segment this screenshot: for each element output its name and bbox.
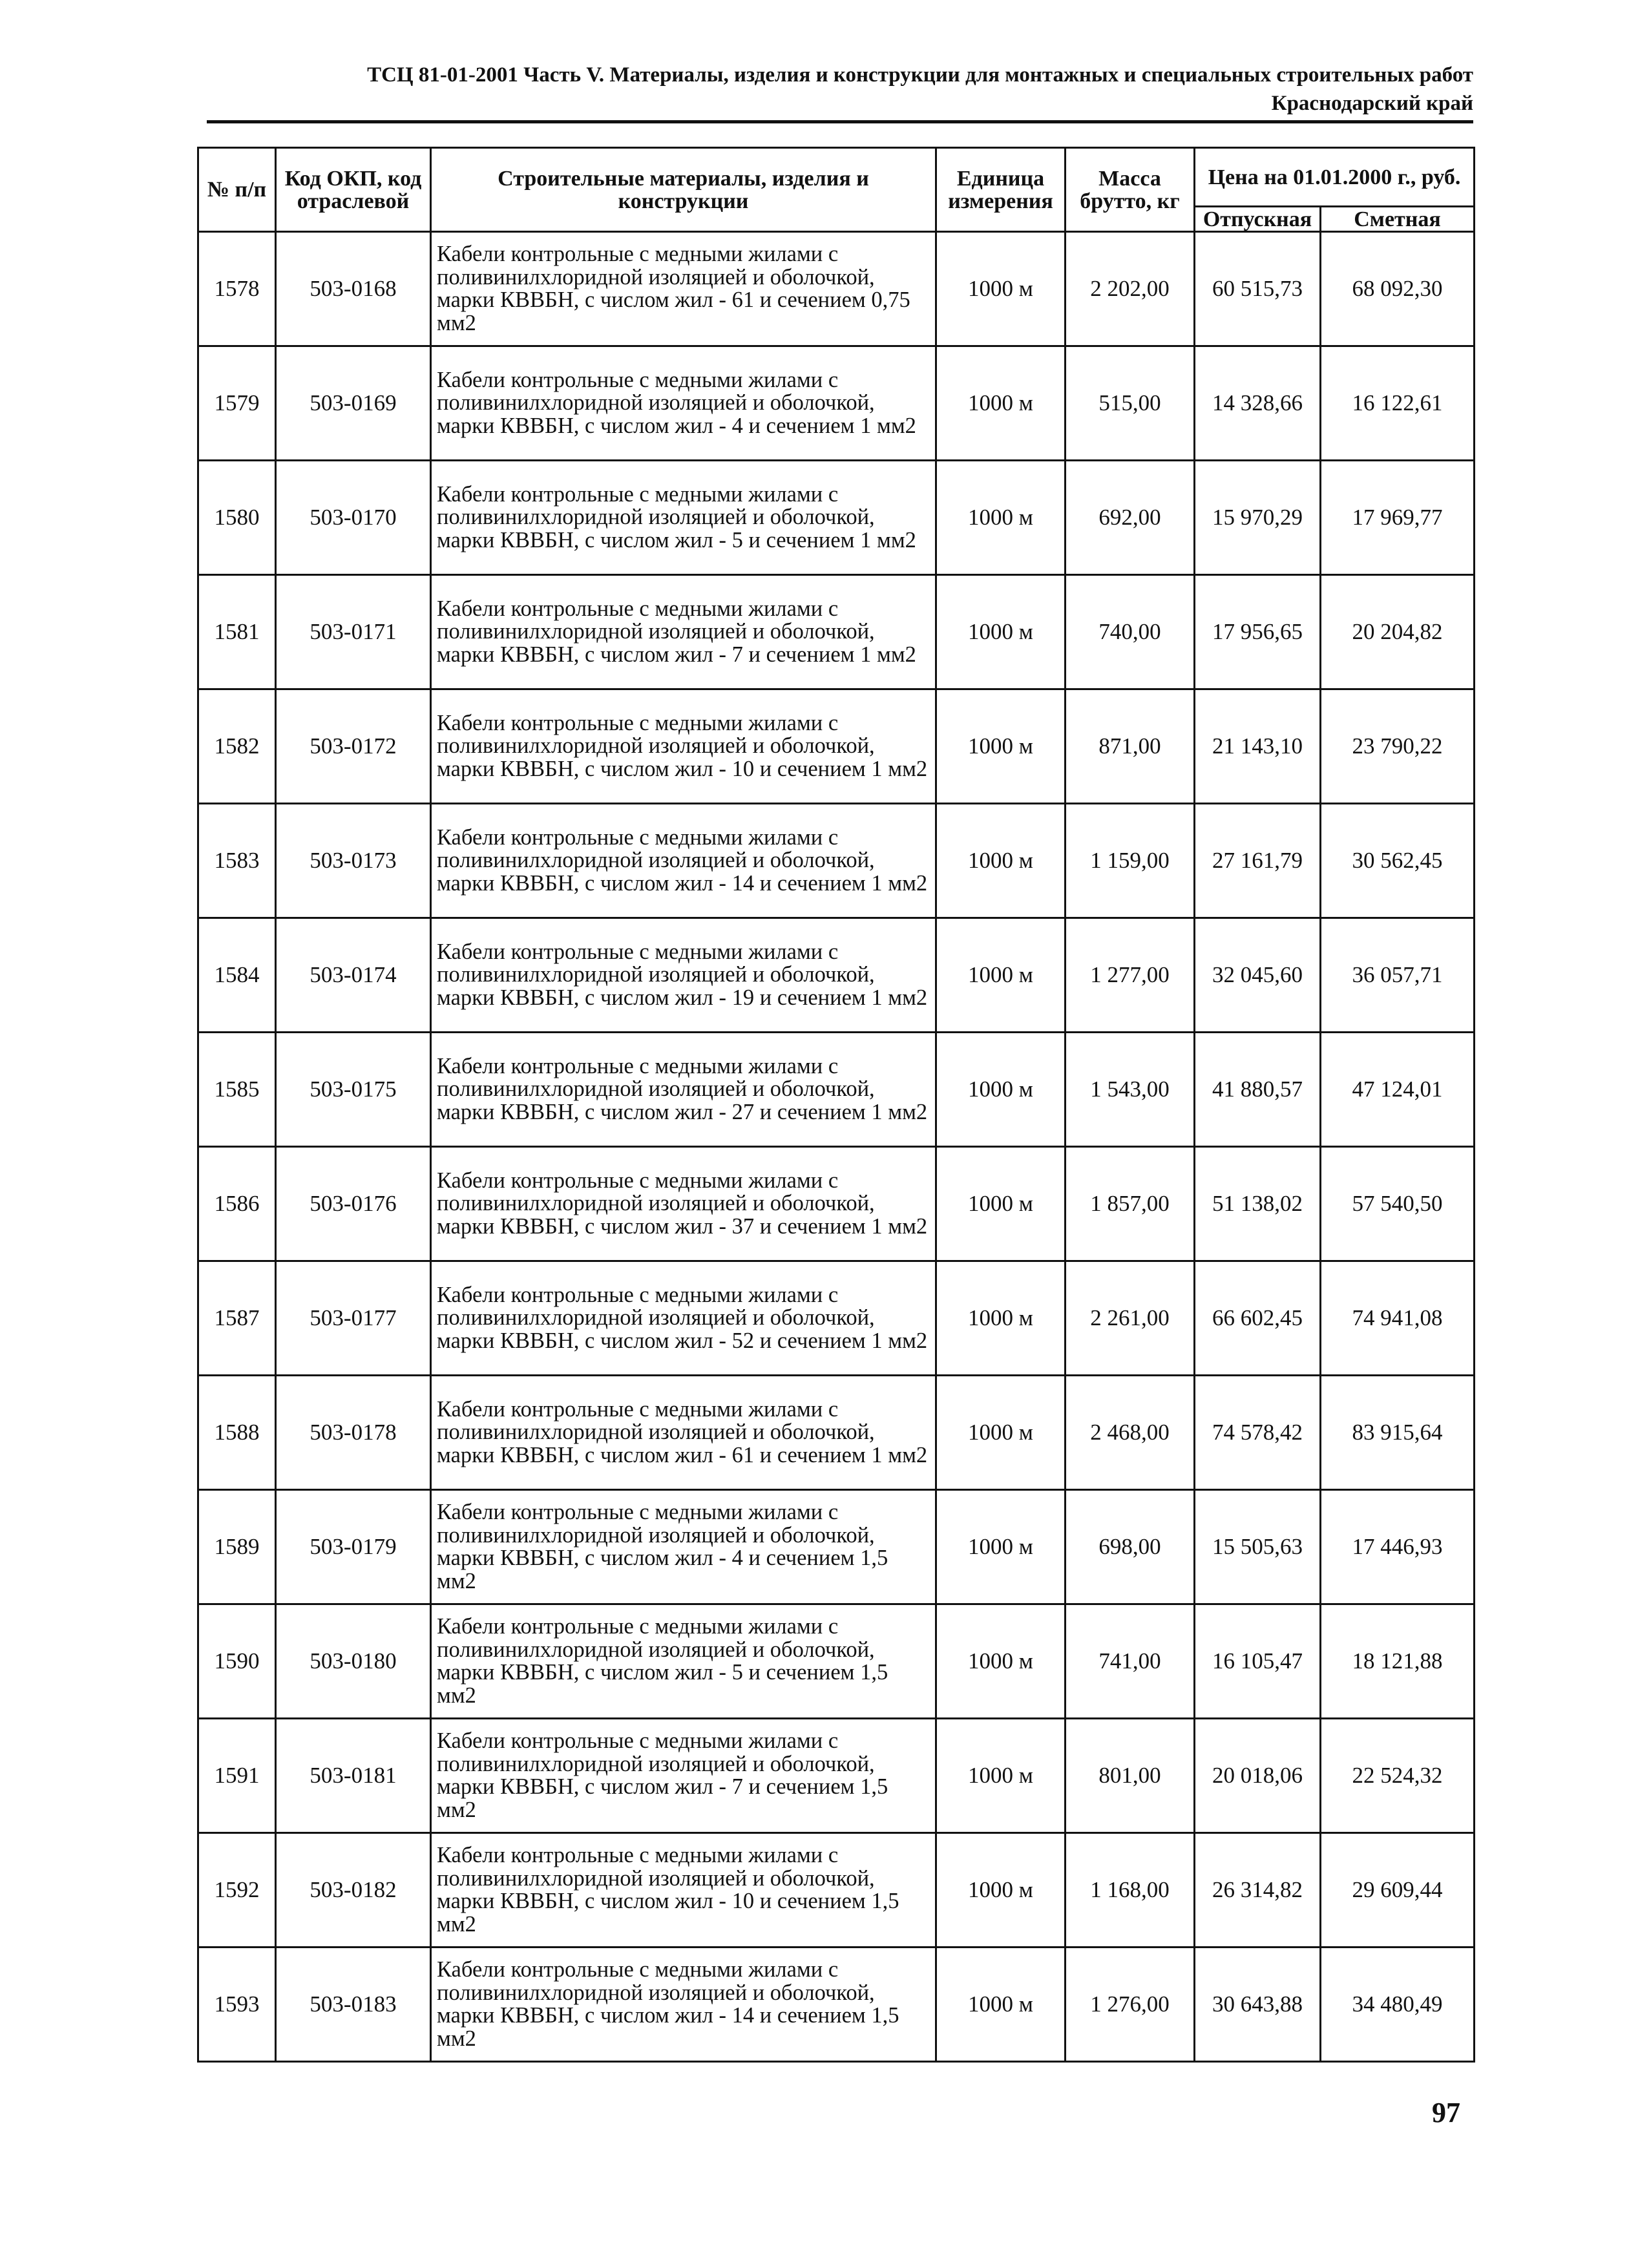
cell-code: 503-0177 <box>276 1261 431 1376</box>
column-header-unit: Единица измерения <box>936 148 1066 232</box>
cell-name: Кабели контрольные с медными жилами с поливинилхлоридной изоляцией и оболочкой, марки КВВБН, с числом жил - 61 и сечением 1 мм2 <box>431 1376 936 1490</box>
cell-price-release: 51 138,02 <box>1195 1147 1321 1261</box>
cell-name: Кабели контрольные с медными жилами с поливинилхлоридной изоляцией и оболочкой, марки КВВБН, с числом жил - 10 и сечением 1,5 мм2 <box>431 1833 936 1948</box>
cell-price-release: 74 578,42 <box>1195 1376 1321 1490</box>
cell-code: 503-0179 <box>276 1490 431 1604</box>
cell-code: 503-0169 <box>276 346 431 461</box>
cell-num: 1591 <box>198 1719 276 1833</box>
cell-unit: 1000 м <box>936 1261 1066 1376</box>
cell-code: 503-0178 <box>276 1376 431 1490</box>
cell-price-release: 14 328,66 <box>1195 346 1321 461</box>
cell-num: 1583 <box>198 804 276 918</box>
cell-unit: 1000 м <box>936 346 1066 461</box>
cell-num: 1582 <box>198 689 276 804</box>
cell-price-release: 41 880,57 <box>1195 1033 1321 1147</box>
cell-num: 1588 <box>198 1376 276 1490</box>
cell-name: Кабели контрольные с медными жилами с поливинилхлоридной изоляцией и оболочкой, марки КВВБН, с числом жил - 14 и сечением 1 мм2 <box>431 804 936 918</box>
cell-name: Кабели контрольные с медными жилами с поливинилхлоридной изоляцией и оболочкой, марки КВВБН, с числом жил - 4 и сечением 1,5 мм2 <box>431 1490 936 1604</box>
page-number: 97 <box>1432 2097 1460 2128</box>
cell-code: 503-0173 <box>276 804 431 918</box>
cell-name: Кабели контрольные с медными жилами с поливинилхлоридной изоляцией и оболочкой, марки КВВБН, с числом жил - 14 и сечением 1,5 мм2 <box>431 1948 936 2062</box>
cell-mass: 1 159,00 <box>1066 804 1195 918</box>
cell-price-estimate: 47 124,01 <box>1321 1033 1475 1147</box>
cell-price-estimate: 29 609,44 <box>1321 1833 1475 1948</box>
cell-name: Кабели контрольные с медными жилами с поливинилхлоридной изоляцией и оболочкой, марки КВВБН, с числом жил - 61 и сечением 0,75 мм2 <box>431 232 936 346</box>
cell-price-estimate: 16 122,61 <box>1321 346 1475 461</box>
cell-mass: 2 202,00 <box>1066 232 1195 346</box>
cell-price-release: 66 602,45 <box>1195 1261 1321 1376</box>
cell-price-release: 27 161,79 <box>1195 804 1321 918</box>
cell-price-release: 21 143,10 <box>1195 689 1321 804</box>
table-row <box>198 1033 1475 1147</box>
cell-price-estimate: 17 969,77 <box>1321 461 1475 575</box>
cell-num: 1593 <box>198 1948 276 2062</box>
column-header-price-group: Цена на 01.01.2000 г., руб. <box>1195 148 1475 207</box>
cell-code: 503-0175 <box>276 1033 431 1147</box>
cell-price-estimate: 18 121,88 <box>1321 1604 1475 1719</box>
cell-code: 503-0172 <box>276 689 431 804</box>
cell-price-estimate: 20 204,82 <box>1321 575 1475 689</box>
cell-mass: 741,00 <box>1066 1604 1195 1719</box>
cell-price-estimate: 23 790,22 <box>1321 689 1475 804</box>
cell-unit: 1000 м <box>936 232 1066 346</box>
cell-price-estimate: 74 941,08 <box>1321 1261 1475 1376</box>
cell-unit: 1000 м <box>936 1719 1066 1833</box>
cell-unit: 1000 м <box>936 1833 1066 1948</box>
table-row <box>198 232 1475 346</box>
cell-price-release: 32 045,60 <box>1195 918 1321 1033</box>
cell-mass: 1 276,00 <box>1066 1948 1195 2062</box>
table-header <box>198 148 1475 232</box>
table-row <box>198 689 1475 804</box>
cell-name: Кабели контрольные с медными жилами с поливинилхлоридной изоляцией и оболочкой, марки КВВБН, с числом жил - 52 и сечением 1 мм2 <box>431 1261 936 1376</box>
cell-unit: 1000 м <box>936 1147 1066 1261</box>
table-row <box>198 1604 1475 1719</box>
cell-mass: 2 261,00 <box>1066 1261 1195 1376</box>
cell-name: Кабели контрольные с медными жилами с поливинилхлоридной изоляцией и оболочкой, марки КВВБН, с числом жил - 37 и сечением 1 мм2 <box>431 1147 936 1261</box>
cell-name: Кабели контрольные с медными жилами с поливинилхлоридной изоляцией и оболочкой, марки КВВБН, с числом жил - 4 и сечением 1 мм2 <box>431 346 936 461</box>
cell-name: Кабели контрольные с медными жилами с поливинилхлоридной изоляцией и оболочкой, марки КВВБН, с числом жил - 27 и сечением 1 мм2 <box>431 1033 936 1147</box>
cell-num: 1585 <box>198 1033 276 1147</box>
cell-mass: 1 857,00 <box>1066 1147 1195 1261</box>
cell-name: Кабели контрольные с медными жилами с поливинилхлоридной изоляцией и оболочкой, марки КВВБН, с числом жил - 10 и сечением 1 мм2 <box>431 689 936 804</box>
cell-price-release: 60 515,73 <box>1195 232 1321 346</box>
table-row <box>198 346 1475 461</box>
cell-price-estimate: 30 562,45 <box>1321 804 1475 918</box>
cell-price-release: 26 314,82 <box>1195 1833 1321 1948</box>
cell-mass: 1 543,00 <box>1066 1033 1195 1147</box>
cell-mass: 515,00 <box>1066 346 1195 461</box>
materials-table <box>197 147 1475 2063</box>
cell-name: Кабели контрольные с медными жилами с поливинилхлоридной изоляцией и оболочкой, марки КВВБН, с числом жил - 5 и сечением 1 мм2 <box>431 461 936 575</box>
cell-code: 503-0171 <box>276 575 431 689</box>
cell-num: 1589 <box>198 1490 276 1604</box>
cell-code: 503-0182 <box>276 1833 431 1948</box>
document-region: Краснодарский край <box>1271 92 1473 115</box>
table-row <box>198 1147 1475 1261</box>
cell-mass: 692,00 <box>1066 461 1195 575</box>
table-row <box>198 1376 1475 1490</box>
cell-price-estimate: 83 915,64 <box>1321 1376 1475 1490</box>
cell-unit: 1000 м <box>936 575 1066 689</box>
cell-num: 1587 <box>198 1261 276 1376</box>
cell-num: 1590 <box>198 1604 276 1719</box>
cell-mass: 2 468,00 <box>1066 1376 1195 1490</box>
cell-price-release: 15 970,29 <box>1195 461 1321 575</box>
cell-price-release: 15 505,63 <box>1195 1490 1321 1604</box>
table-row <box>198 575 1475 689</box>
cell-unit: 1000 м <box>936 1033 1066 1147</box>
table-row <box>198 918 1475 1033</box>
column-header-price-estimate: Сметная <box>1321 207 1475 232</box>
cell-price-release: 30 643,88 <box>1195 1948 1321 2062</box>
cell-num: 1581 <box>198 575 276 689</box>
cell-num: 1578 <box>198 232 276 346</box>
cell-code: 503-0170 <box>276 461 431 575</box>
table-row <box>198 1948 1475 2062</box>
cell-price-release: 16 105,47 <box>1195 1604 1321 1719</box>
cell-mass: 801,00 <box>1066 1719 1195 1833</box>
cell-mass: 1 277,00 <box>1066 918 1195 1033</box>
cell-mass: 740,00 <box>1066 575 1195 689</box>
cell-price-release: 20 018,06 <box>1195 1719 1321 1833</box>
cell-num: 1580 <box>198 461 276 575</box>
table-row <box>198 1261 1475 1376</box>
table-row <box>198 1490 1475 1604</box>
cell-price-estimate: 68 092,30 <box>1321 232 1475 346</box>
document-title: ТСЦ 81-01-2001 Часть V. Материалы, изделия и конструкции для монтажных и специальных строительных работ <box>367 63 1473 87</box>
column-header-code: Код ОКП, код отраслевой <box>276 148 431 232</box>
cell-unit: 1000 м <box>936 461 1066 575</box>
cell-price-estimate: 36 057,71 <box>1321 918 1475 1033</box>
column-header-price-release: Отпускная <box>1195 207 1321 232</box>
column-header-mass: Масса брутто, кг <box>1066 148 1195 232</box>
cell-num: 1586 <box>198 1147 276 1261</box>
cell-name: Кабели контрольные с медными жилами с поливинилхлоридной изоляцией и оболочкой, марки КВВБН, с числом жил - 19 и сечением 1 мм2 <box>431 918 936 1033</box>
header-divider <box>207 120 1473 123</box>
cell-code: 503-0174 <box>276 918 431 1033</box>
column-header-num: № п/п <box>198 148 276 232</box>
cell-unit: 1000 м <box>936 804 1066 918</box>
cell-name: Кабели контрольные с медными жилами с поливинилхлоридной изоляцией и оболочкой, марки КВВБН, с числом жил - 7 и сечением 1 мм2 <box>431 575 936 689</box>
cell-mass: 1 168,00 <box>1066 1833 1195 1948</box>
cell-code: 503-0181 <box>276 1719 431 1833</box>
cell-code: 503-0168 <box>276 232 431 346</box>
cell-num: 1579 <box>198 346 276 461</box>
column-header-name: Строительные материалы, изделия и конструкции <box>431 148 936 232</box>
cell-price-release: 17 956,65 <box>1195 575 1321 689</box>
cell-price-estimate: 22 524,32 <box>1321 1719 1475 1833</box>
cell-unit: 1000 м <box>936 918 1066 1033</box>
table-row <box>198 1719 1475 1833</box>
cell-unit: 1000 м <box>936 1376 1066 1490</box>
cell-name: Кабели контрольные с медными жилами с поливинилхлоридной изоляцией и оболочкой, марки КВВБН, с числом жил - 7 и сечением 1,5 мм2 <box>431 1719 936 1833</box>
cell-code: 503-0180 <box>276 1604 431 1719</box>
cell-mass: 698,00 <box>1066 1490 1195 1604</box>
cell-code: 503-0183 <box>276 1948 431 2062</box>
cell-name: Кабели контрольные с медными жилами с поливинилхлоридной изоляцией и оболочкой, марки КВВБН, с числом жил - 5 и сечением 1,5 мм2 <box>431 1604 936 1719</box>
cell-code: 503-0176 <box>276 1147 431 1261</box>
cell-price-estimate: 57 540,50 <box>1321 1147 1475 1261</box>
cell-unit: 1000 м <box>936 1948 1066 2062</box>
table-row <box>198 1833 1475 1948</box>
cell-price-estimate: 17 446,93 <box>1321 1490 1475 1604</box>
cell-unit: 1000 м <box>936 1490 1066 1604</box>
cell-num: 1584 <box>198 918 276 1033</box>
cell-price-estimate: 34 480,49 <box>1321 1948 1475 2062</box>
table-body <box>198 232 1475 2062</box>
cell-num: 1592 <box>198 1833 276 1948</box>
table-row <box>198 461 1475 575</box>
cell-mass: 871,00 <box>1066 689 1195 804</box>
table-row <box>198 804 1475 918</box>
cell-unit: 1000 м <box>936 689 1066 804</box>
cell-unit: 1000 м <box>936 1604 1066 1719</box>
